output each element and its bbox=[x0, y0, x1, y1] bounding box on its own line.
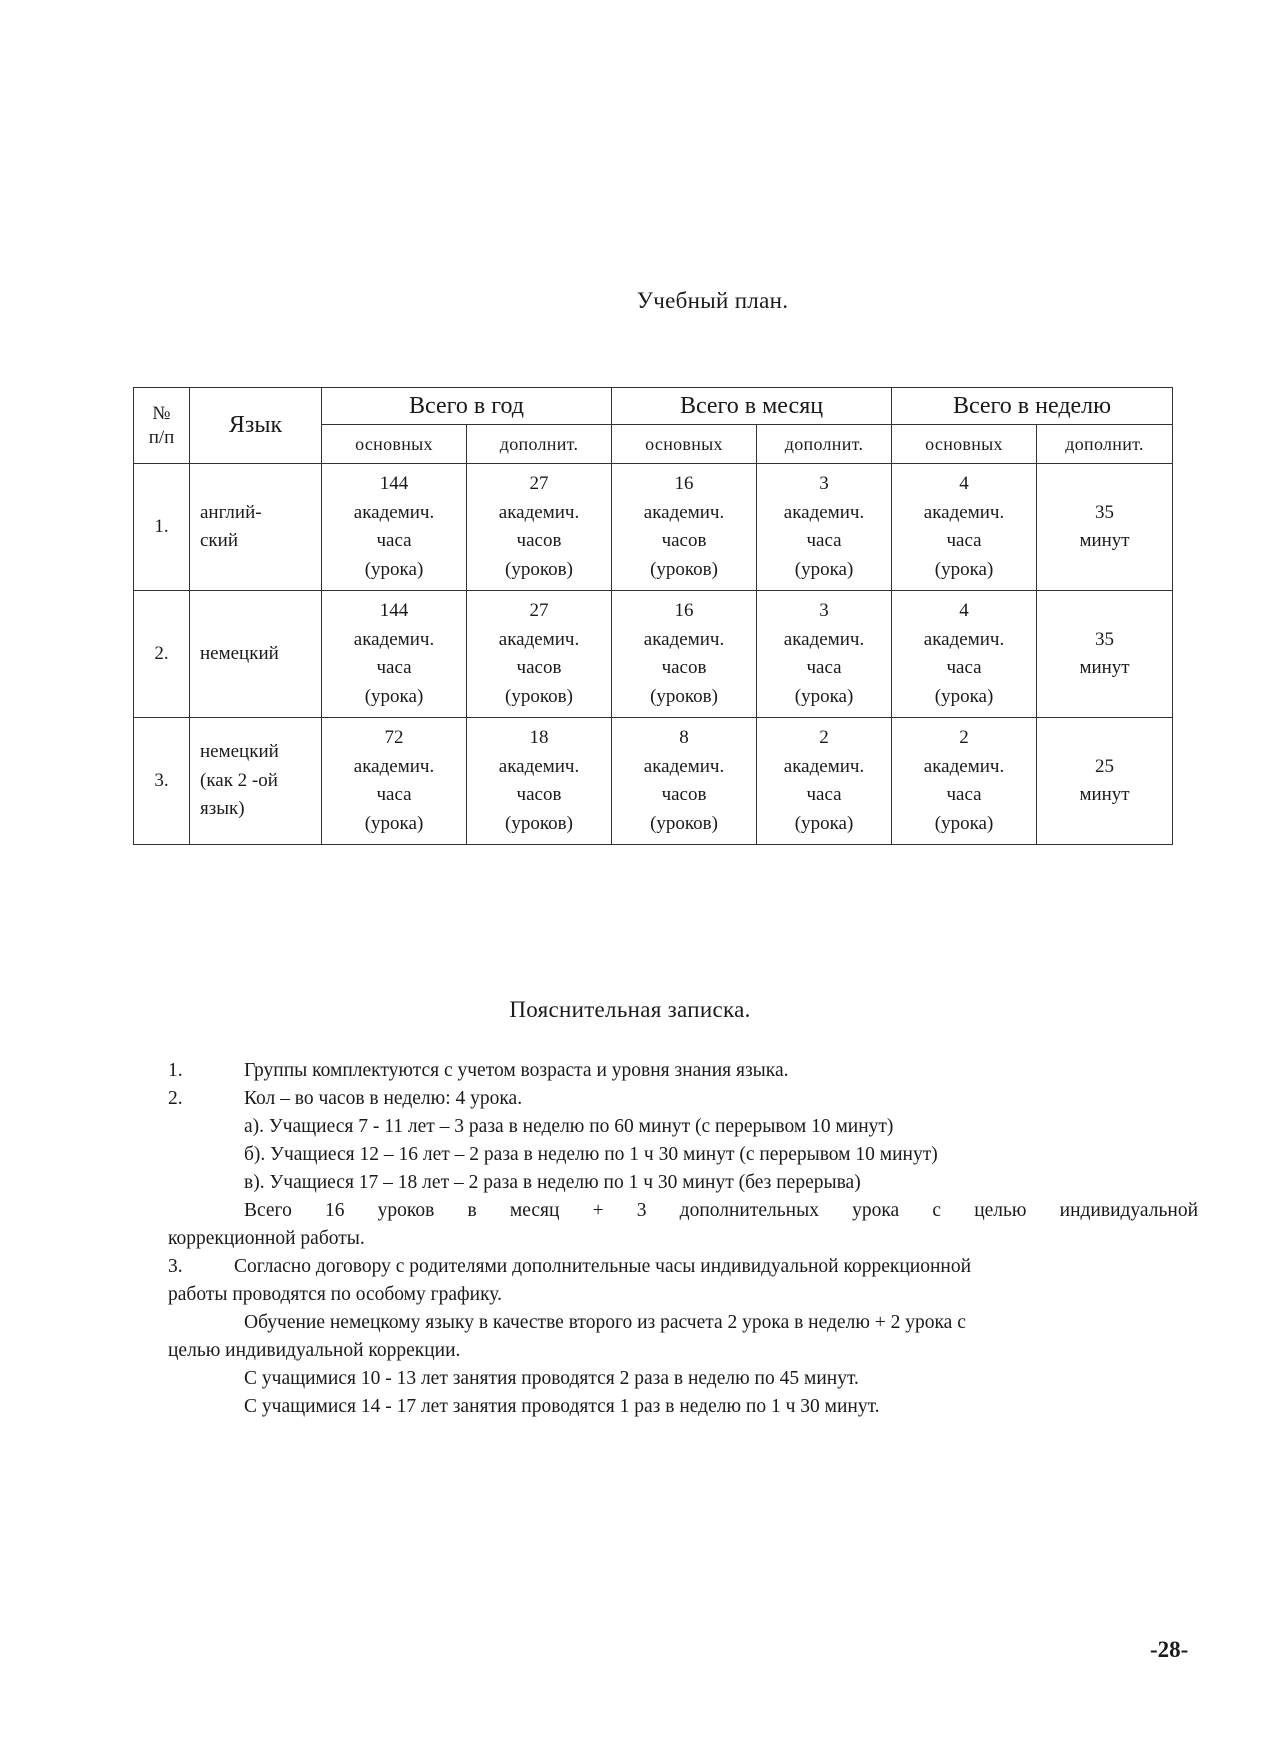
header-per-month: Всего в месяц bbox=[612, 388, 892, 425]
table-cell: 144 академич. часа (урока) bbox=[322, 591, 467, 718]
row-language: немецкий bbox=[190, 591, 322, 718]
table-cell: 2 академич. часа (урока) bbox=[757, 718, 892, 845]
note-para-2-line-1: Обучение немецкому языку в качестве второго из расчета 2 урока в неделю + 2 урока с bbox=[244, 1312, 966, 1333]
note-sub-a: а). Учащиеся 7 - 11 лет – 3 раза в неделю по 60 минут (с перерывом 10 минут) bbox=[244, 1116, 894, 1137]
table-cell: 16 академич. часов (уроков) bbox=[612, 591, 757, 718]
table-cell: 27 академич. часов (уроков) bbox=[467, 591, 612, 718]
note-item-2: 2. Кол – во часов в неделю: 4 урока. bbox=[168, 1088, 523, 1109]
subheader-year-main: основных bbox=[322, 425, 467, 464]
note-para-3: С учащимися 10 - 13 лет занятия проводятся 2 раза в неделю по 45 минут. bbox=[244, 1368, 859, 1389]
note-para-2-line-2: целью индивидуальной коррекции. bbox=[168, 1340, 461, 1361]
header-language: Язык bbox=[190, 388, 322, 464]
plan-title: Учебный план. bbox=[636, 288, 789, 313]
subheader-week-main: основных bbox=[892, 425, 1037, 464]
header-num: № п/п bbox=[134, 388, 190, 464]
row-number: 1. bbox=[134, 464, 190, 591]
table-cell: 8 академич. часов (уроков) bbox=[612, 718, 757, 845]
note-para-1-line-2: коррекционной работы. bbox=[168, 1228, 365, 1249]
table-cell: 72 академич. часа (урока) bbox=[322, 718, 467, 845]
study-plan-table bbox=[133, 387, 1173, 845]
row-number: 2. bbox=[134, 591, 190, 718]
note-item-3-line-2: работы проводятся по особому графику. bbox=[168, 1284, 502, 1305]
header-per-week: Всего в неделю bbox=[892, 388, 1173, 425]
header-per-year: Всего в год bbox=[322, 388, 612, 425]
note-title: Пояснительная записка. bbox=[509, 997, 751, 1022]
note-para-1-line-1: Всего 16 уроков в месяц + 3 дополнительных урока с целью индивидуальной bbox=[244, 1200, 1198, 1221]
table-cell: 18 академич. часов (уроков) bbox=[467, 718, 612, 845]
subheader-week-extra: дополнит. bbox=[1037, 425, 1173, 464]
row-language: англий- ский bbox=[190, 464, 322, 591]
row-language: немецкий (как 2 -ой язык) bbox=[190, 718, 322, 845]
table-body bbox=[134, 464, 1173, 845]
table-cell: 4 академич. часа (урока) bbox=[892, 591, 1037, 718]
table-cell: 16 академич. часов (уроков) bbox=[612, 464, 757, 591]
subheader-month-extra: дополнит. bbox=[757, 425, 892, 464]
subheader-year-extra: дополнит. bbox=[467, 425, 612, 464]
subheader-month-main: основных bbox=[612, 425, 757, 464]
table-cell: 35 минут bbox=[1037, 591, 1173, 718]
table-cell: 35 минут bbox=[1037, 464, 1173, 591]
explanatory-note bbox=[168, 1057, 1198, 1421]
table-cell: 144 академич. часа (урока) bbox=[322, 464, 467, 591]
table-cell: 27 академич. часов (уроков) bbox=[467, 464, 612, 591]
note-sub-c: в). Учащиеся 17 – 18 лет – 2 раза в неделю по 1 ч 30 минут (без перерыва) bbox=[244, 1172, 861, 1193]
note-item-3: 3. Согласно договору с родителями дополнительные часы индивидуальной коррекционной bbox=[168, 1256, 972, 1277]
row-number: 3. bbox=[134, 718, 190, 845]
table-cell: 3 академич. часа (урока) bbox=[757, 591, 892, 718]
table-row bbox=[134, 591, 1173, 718]
note-sub-b: б). Учащиеся 12 – 16 лет – 2 раза в неделю по 1 ч 30 минут (с перерывом 10 минут) bbox=[244, 1144, 938, 1165]
note-item-1: 1. Группы комплектуются с учетом возраста и уровня знания языка. bbox=[168, 1060, 789, 1081]
table-cell: 3 академич. часа (урока) bbox=[757, 464, 892, 591]
table-cell: 25 минут bbox=[1037, 718, 1173, 845]
table-row bbox=[134, 718, 1173, 845]
note-para-4: С учащимися 14 - 17 лет занятия проводятся 1 раз в неделю по 1 ч 30 минут. bbox=[244, 1396, 880, 1417]
table-row bbox=[134, 464, 1173, 591]
page-number: -28- bbox=[1150, 1637, 1189, 1662]
table-cell: 4 академич. часа (урока) bbox=[892, 464, 1037, 591]
table-cell: 2 академич. часа (урока) bbox=[892, 718, 1037, 845]
